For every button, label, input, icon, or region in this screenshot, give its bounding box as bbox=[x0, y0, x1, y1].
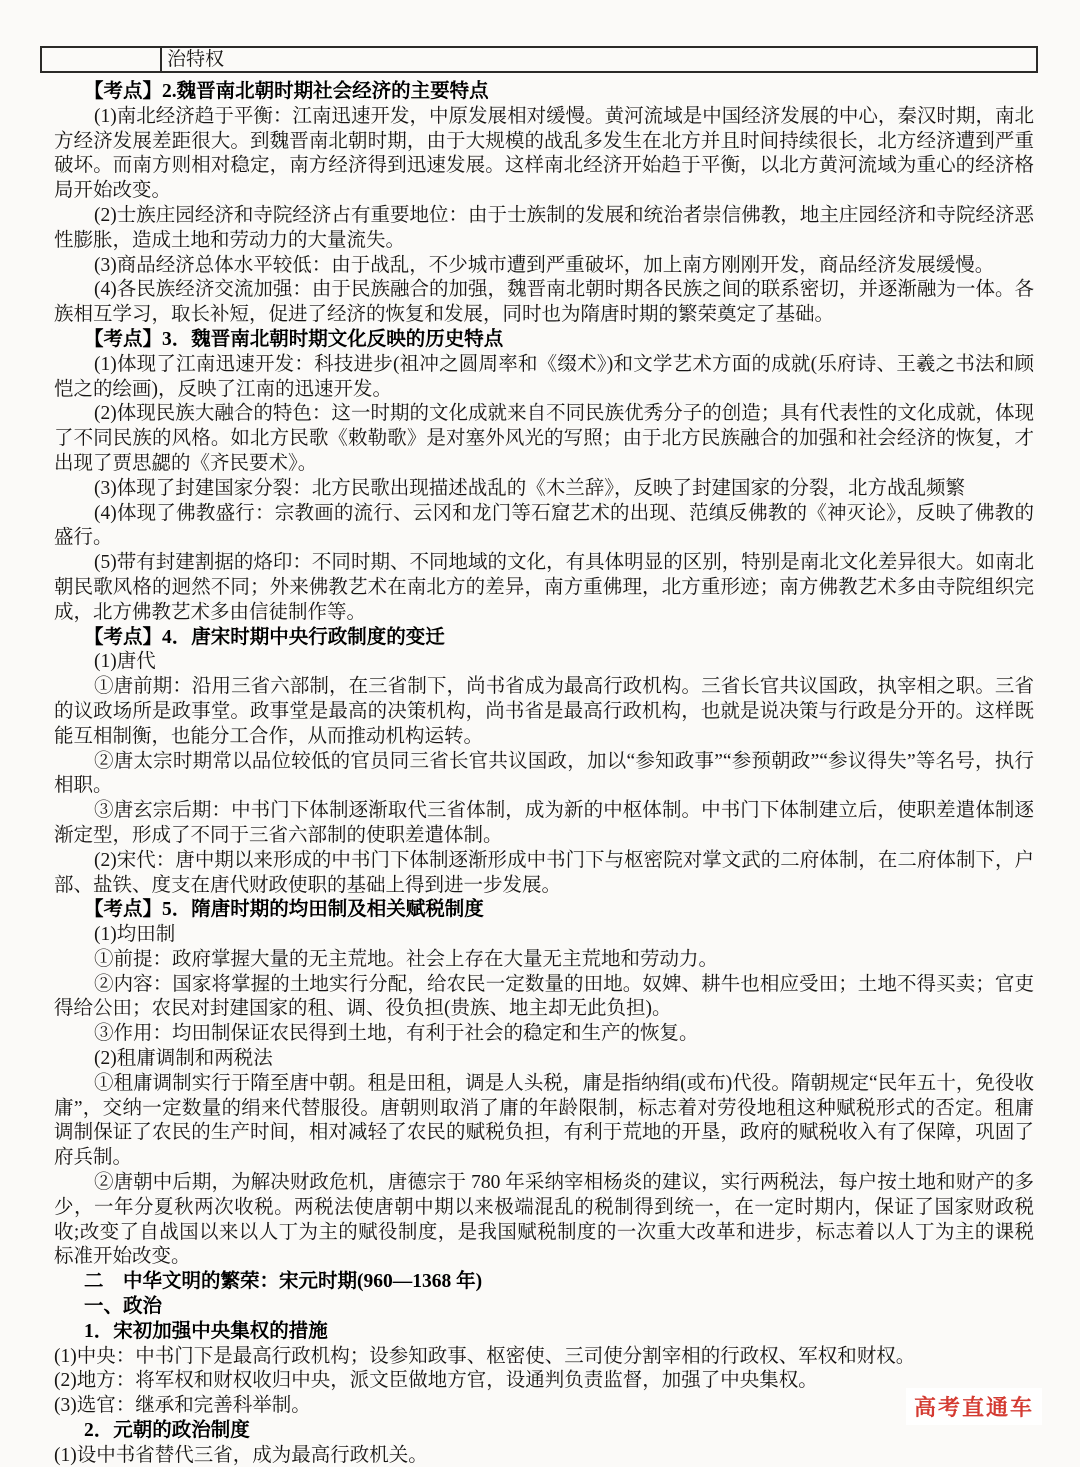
table-fragment bbox=[40, 46, 1038, 73]
paragraph: (4)体现了佛教盛行：宗教画的流行、云冈和龙门等石窟艺术的出现、范缜反佛教的《神灭论》，反映了佛教的盛行。 bbox=[54, 502, 1034, 549]
paragraph: (3)体现了封建国家分裂：北方民歌出现描述战乱的《木兰辞》，反映了封建国家的分裂，北方战乱频繁 bbox=[94, 477, 965, 499]
paragraph: ③作用：均田制保证农民得到土地，有利于社会的稳定和生产的恢复。 bbox=[94, 1023, 699, 1045]
paragraph: (1)南北经济趋于平衡：江南迅速开发，中原发展相对缓慢。黄河流域是中国经济发展的中心，秦汉时期，南北方经济发展差距很大。到魏晋南北朝时期，由于大规模的战乱多发生在北方并且时间持续很长，北方经济遭到严重破坏。而南方则相对稳定，南方经济得到迅速发展。这样南北经济开始趋于平衡，以北方黄河流域为重心的经济格局开始改变。 bbox=[54, 105, 1034, 202]
paragraph: ①租庸调制实行于隋至唐中朝。租是田租，调是人头税，庸是指纳绢(或布)代役。隋朝规定“民年五十，免役收庸”，交纳一定数量的绢来代替服役。唐朝则取消了庸的年龄限制，标志着对劳役地租这种赋税形式的否定。租庸调制保证了农民的生产时间，相对减轻了农民的赋税负担，有利于荒地的开垦，政府的赋税收入有了保障，巩固了府兵制。 bbox=[54, 1072, 1034, 1169]
section-heading: 2．元朝的政治制度 bbox=[84, 1420, 250, 1442]
paragraph: ③唐玄宗后期：中书门下体制逐渐取代三省体制，成为新的中枢体制。中书门下体制建立后，使职差遣体制逐渐定型，形成了不同于三省六部制的使职差遣体制。 bbox=[54, 800, 1034, 846]
section-heading: 二 中华文明的繁荣：宋元时期(960—1368 年) bbox=[84, 1271, 483, 1293]
exam-point-heading: 【考点】4．唐宋时期中央行政制度的变迁 bbox=[84, 626, 445, 648]
paragraph: ①唐前期：沿用三省六部制，在三省制下，尚书省成为最高行政机构。三省长官共议国政，执宰相之职。三省的议政场所是政事堂。政事堂是最高的决策机构，尚书省是最高行政机构，也就是说决策与行政是分开的。这样既能互相制衡，也能分工合作，从而推动机构运转。 bbox=[54, 676, 1034, 747]
paragraph: (3)选官：继承和完善科举制。 bbox=[54, 1395, 311, 1417]
paragraph: (1)中央：中书门下是最高行政机构；设参知政事、枢密使、三司使分割宰相的行政权、军权和财权。 bbox=[54, 1345, 916, 1367]
paragraph: ②唐太宗时期常以品位较低的官员同三省长官共议国政，加以“参知政事”“参预朝政”“参议得失”等名号，执行相职。 bbox=[54, 750, 1034, 797]
paragraph: (1)设中书省替代三省，成为最高行政机关。 bbox=[54, 1444, 428, 1466]
paragraph: (2)租庸调制和两税法 bbox=[94, 1048, 273, 1070]
exam-point-heading: 【考点】5．隋唐时期的均田制及相关赋税制度 bbox=[84, 899, 484, 921]
paragraph: (1)均田制 bbox=[94, 924, 176, 946]
paragraph: (2)地方：将军权和财权收归中央，派文臣做地方官，设通判负责监督，加强了中央集权。 bbox=[54, 1370, 818, 1392]
paragraph: (4)各民族经济交流加强：由于民族融合的加强，魏晋南北朝时期各民族之间的联系密切，并逐渐融为一体。各族相互学习，取长补短，促进了经济的恢复和发展，同时也为隋唐时期的繁荣奠定了基础。 bbox=[54, 279, 1034, 326]
exam-point-heading: 【考点】2.魏晋南北朝时期社会经济的主要特点 bbox=[84, 81, 489, 102]
section-heading: 一、政治 bbox=[84, 1296, 163, 1318]
paragraph: (2)士族庄园经济和寺院经济占有重要地位：由于士族制的发展和统治者崇信佛教，地主庄园经济和寺院经济恶性膨胀，造成土地和劳动力的大量流失。 bbox=[54, 204, 1034, 251]
exam-point-heading: 【考点】3．魏晋南北朝时期文化反映的历史特点 bbox=[84, 328, 504, 350]
watermark: 高考直通车 bbox=[906, 1388, 1042, 1425]
document-body bbox=[0, 73, 1080, 1467]
paragraph: ②内容：国家将掌握的土地实行分配，给农民一定数量的田地。奴婢、耕牛也相应受田；土地不得买卖；官吏得给公田；农民对封建国家的租、调、役负担(贵族、地主却无此负担)。 bbox=[54, 973, 1034, 1020]
paragraph: (1)体现了江南迅速开发：科技进步(祖冲之圆周率和《缀术》)和文学艺术方面的成就(乐府诗、王羲之书法和顾恺之的绘画)，反映了江南的迅速开发。 bbox=[54, 353, 1034, 400]
paragraph: (2)宋代：唐中期以来形成的中书门下体制逐渐形成中书门下与枢密院对掌文武的二府体制，在二府体制下，户部、盐铁、度支在唐代财政使职的基础上得到进一步发展。 bbox=[54, 849, 1034, 896]
paragraph: ①前提：政府掌握大量的无主荒地。社会上存在大量无主荒地和劳动力。 bbox=[94, 948, 719, 970]
paragraph: ②唐朝中后期，为解决财政危机，唐德宗于 780 年采纳宰相杨炎的建议，实行两税法，每户按土地和财产的多少，一年分夏秋两次收税。两税法使唐朝中期以来极端混乱的税制得到统一，在一定时期内，保证了国家财政税收;改变了自战国以来以人丁为主的赋役制度，是我国赋税制度的一次重大改革和进步，标志着以人丁为主的课税标准开始改变。 bbox=[54, 1172, 1034, 1268]
paragraph: (3)商品经济总体水平较低：由于战乱，不少城市遭到严重破坏，加上南方刚刚开发，商品经济发展缓慢。 bbox=[94, 254, 995, 276]
section-heading: 1．宋初加强中央集权的措施 bbox=[84, 1320, 328, 1342]
paragraph: (2)体现民族大融合的特色：这一时期的文化成就来自不同民族优秀分子的创造；具有代表性的文化成就，体现了不同民族的风格。如北方民歌《敕勒歌》是对塞外风光的写照；由于北方民族融合的加强和社会经济的恢复，才出现了贾思勰的《齐民要术》。 bbox=[54, 403, 1034, 474]
table-cell-text: 治特权 bbox=[167, 49, 225, 70]
table-cell-empty bbox=[42, 48, 162, 71]
paragraph: (1)唐代 bbox=[94, 651, 156, 673]
paragraph: (5)带有封建割据的烙印：不同时期、不同地域的文化，有具体明显的区别，特别是南北文化差异很大。如南北朝民歌风格的迥然不同；外来佛教艺术在南北方的差异，南方重佛理，北方重形迹；南方佛教艺术多由寺院组织完成，北方佛教艺术多由信徒制作等。 bbox=[54, 552, 1034, 623]
